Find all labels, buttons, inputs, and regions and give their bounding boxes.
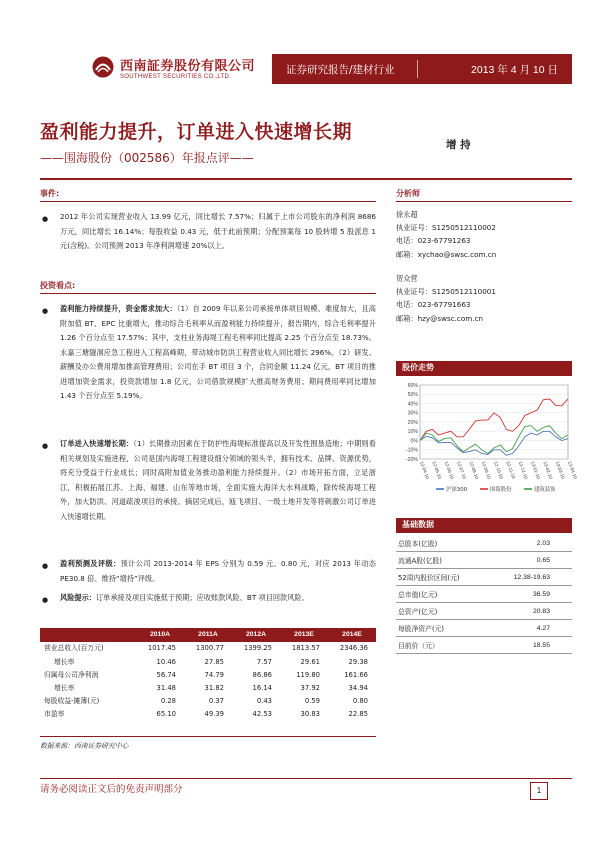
table-source-note: 数据来源：西南证券研究中心 bbox=[40, 742, 129, 750]
x-tick-label: 13-02-10 bbox=[542, 460, 554, 480]
row-label: 营业总收入(百万元) bbox=[44, 644, 104, 653]
analyst-heading: 分析师 bbox=[396, 189, 420, 198]
table-cell: 1813.57 bbox=[291, 644, 320, 653]
analyst-email[interactable]: 邮箱：hzy@swsc.com.cn bbox=[396, 313, 484, 323]
table-row bbox=[40, 668, 376, 681]
stock-chart-svg bbox=[396, 379, 579, 499]
table-header-cell: 2012A bbox=[232, 628, 280, 642]
bullet-icon: ● bbox=[42, 442, 49, 450]
basic-data-key: 目前价（元） bbox=[398, 642, 439, 650]
highlight-lead: 盈利预测及评级： bbox=[60, 559, 121, 568]
table-header-row bbox=[40, 628, 376, 642]
basic-data-key: 总股本(亿股) bbox=[398, 540, 438, 548]
y-tick-label: -20% bbox=[405, 456, 418, 463]
table-cell: 0.80 bbox=[352, 697, 368, 706]
row-label: 每股收益-摊薄(元) bbox=[44, 697, 100, 706]
highlight-text: （1）自 2009 年以来公司承接单体项目规模、难度加大，且高附加值 BT、EPC 比重增大，推动综合毛利率从而盈利能力持续提升，报告期内，综合毛利率提升 1.26 个百分点至 17.57%；其中，支柱业务海堤工程毛利率同比提高 2.25 个百分点至 18.73%。永嘉三塘隧洞应急工程进入工程高峰期，带动城市防洪工程营业收入同比增长 296%。（2）研发、薪酬及办公费用增加推高管理费用；公司在手 BT 项目 3 个，合同金额 11.24 亿元，BT 项目的推进增加资金需求，投资款增加 1.8 亿元，公司借款规模扩大推高财务费用；期间费用率同比增加 1.43 个百分点至 5.19%。 bbox=[60, 304, 376, 400]
table-cell: 34.94 bbox=[348, 683, 368, 692]
y-tick-label: 60% bbox=[407, 382, 418, 389]
table-cell: 86.86 bbox=[252, 670, 272, 679]
x-tick-label: 13-01-10 bbox=[530, 460, 542, 480]
x-tick-label: 12-08-10 bbox=[468, 460, 480, 480]
y-tick-label: 50% bbox=[407, 392, 418, 399]
row-label: 增长率 bbox=[54, 657, 75, 666]
table-cell: 30.83 bbox=[300, 710, 320, 719]
basic-data-key: 总市值(亿元) bbox=[398, 591, 438, 599]
table-cell: 1300.77 bbox=[195, 644, 224, 653]
x-tick-label: 12-09-10 bbox=[480, 460, 492, 480]
table-cell: 1399.25 bbox=[243, 644, 272, 653]
table-row bbox=[40, 655, 376, 668]
table-cell: 29.38 bbox=[348, 657, 368, 666]
table-cell: 27.85 bbox=[204, 657, 224, 666]
bullet-icon: ● bbox=[42, 596, 49, 604]
table-cell: 42.53 bbox=[252, 710, 272, 719]
analyst-cert: 执业证号：S1250512110002 bbox=[396, 223, 496, 233]
table-cell: 65.10 bbox=[156, 710, 176, 719]
basic-data-key: 52周内股价区间(元) bbox=[398, 574, 460, 582]
events-heading: 事件: bbox=[40, 189, 60, 198]
basic-data-key: 总资产(亿元) bbox=[398, 608, 438, 616]
y-tick-label: 20% bbox=[407, 419, 418, 426]
basic-data-value: 2.03 bbox=[536, 540, 550, 547]
analyst-name: 贺众营 bbox=[396, 274, 418, 283]
analyst-card bbox=[396, 208, 496, 261]
report-date: 2013 年 4 月 10 日 bbox=[471, 64, 558, 76]
basic-data-key: 每股净资产(元) bbox=[398, 625, 445, 633]
bullet-icon: ● bbox=[42, 562, 49, 570]
highlight-item bbox=[60, 302, 376, 404]
stock-chart-header bbox=[396, 361, 572, 376]
table-cell: 10.46 bbox=[156, 657, 176, 666]
x-tick-label: 13-03-10 bbox=[554, 460, 566, 480]
bullet-icon: ● bbox=[42, 307, 49, 315]
highlight-item bbox=[60, 591, 376, 606]
highlights-rule bbox=[40, 293, 376, 294]
basic-data-value: 36.59 bbox=[532, 591, 550, 598]
stock-price-chart bbox=[396, 379, 579, 499]
row-label: 归属母公司净利润 bbox=[44, 670, 99, 679]
row-label: 市盈率 bbox=[44, 710, 65, 719]
y-tick-label: -10% bbox=[405, 447, 418, 454]
table-cell: 56.74 bbox=[156, 670, 176, 679]
table-header-cell bbox=[40, 628, 136, 642]
table-header-cell: 2013E bbox=[280, 628, 328, 642]
table-header-cell: 2010A bbox=[136, 628, 184, 642]
series-line-0 bbox=[420, 431, 568, 455]
x-tick-label: 12-04-10 bbox=[419, 460, 431, 480]
y-tick-label: 40% bbox=[407, 401, 418, 408]
basic-data-row bbox=[396, 620, 572, 637]
basic-data-value: 0.65 bbox=[536, 557, 550, 564]
table-bottom-rule bbox=[40, 736, 376, 737]
basic-data-value: 12.38-19.63 bbox=[513, 574, 550, 581]
table-row bbox=[40, 708, 376, 721]
table-header-cell: 2014E bbox=[328, 628, 376, 642]
company-logo bbox=[92, 56, 114, 78]
report-subtitle: ——围海股份（002586）年报点评—— bbox=[40, 151, 254, 165]
rating-label: 增 持 bbox=[446, 139, 471, 151]
table-cell: 0.28 bbox=[160, 697, 176, 706]
analyst-email[interactable]: 邮箱：xychao@swsc.com.cn bbox=[396, 249, 497, 259]
series-line-1 bbox=[420, 399, 568, 441]
highlight-lead: 风险提示： bbox=[60, 593, 96, 602]
table-row bbox=[40, 682, 376, 695]
highlight-text: 订单承接及项目实施低于预期；应收账款风险、BT 项目回款风险。 bbox=[95, 593, 309, 602]
table-cell: 31.82 bbox=[204, 683, 224, 692]
x-tick-label: 13-04-10 bbox=[567, 460, 579, 480]
table-cell: 0.37 bbox=[208, 697, 224, 706]
stock-chart-title: 股价走势 bbox=[402, 363, 434, 372]
x-tick-label: 12-06-10 bbox=[443, 460, 455, 480]
analyst-cert: 执业证号：S1250512110001 bbox=[396, 287, 496, 297]
table-cell: 37.92 bbox=[300, 683, 320, 692]
table-cell: 2346.36 bbox=[339, 644, 368, 653]
footer-disclaimer: 请务必阅读正文后的免责声明部分 bbox=[40, 784, 183, 795]
basic-data-key: 流通A股(亿股) bbox=[398, 557, 442, 565]
table-cell: 16.14 bbox=[252, 683, 272, 692]
y-tick-label: 30% bbox=[407, 410, 418, 417]
table-cell: 31.48 bbox=[156, 683, 176, 692]
table-cell: 0.59 bbox=[304, 697, 320, 706]
page-number: 1 bbox=[530, 782, 548, 800]
report-category: 证券研究报告/建材行业 bbox=[286, 64, 395, 76]
basic-data-row bbox=[396, 603, 572, 620]
table-header-cell: 2011A bbox=[184, 628, 232, 642]
basic-data-value: 20.83 bbox=[532, 608, 550, 615]
title-divider bbox=[40, 178, 572, 180]
highlight-text: （1）长期推动因素在于防护性海堤标准提高以及开发性围垦造地；中期则看相关规划及实施进程，公司是国内海堤工程建设细分领域的领头羊，拥有技术、品牌、资源优势，将充分受益于行业成长；同时高附加值业务推动盈利能力持续提升。（2）市场开拓方面，立足浙江，积极拓展江苏、上海、福建、山东等地市场，全面实施大海洋大水利战略，除传统海堤工程外，加大防洪、河道疏浚项目的承接。摘居完成后，瓯飞项目、一级土地开发等将刺激公司订单进入快速增长期。 bbox=[60, 439, 376, 521]
header-divider bbox=[417, 60, 418, 78]
basic-data-row bbox=[396, 586, 572, 603]
analyst-name: 徐永超 bbox=[396, 210, 418, 219]
legend-label: 围海股份 bbox=[490, 487, 512, 493]
report-title: 盈利能力提升，订单进入快速增长期 bbox=[40, 121, 353, 143]
table-cell: 1017.45 bbox=[147, 644, 176, 653]
basic-data-row bbox=[396, 535, 572, 552]
table-row bbox=[40, 642, 376, 655]
table-cell: 119.80 bbox=[296, 670, 320, 679]
analyst-rule bbox=[396, 201, 572, 202]
table-cell: 0.43 bbox=[256, 697, 272, 706]
highlight-text: 预计公司 2013-2014 年 EPS 分别为 0.59 元、0.80 元，对应 2013 年动态 PE30.8 倍、维持“增持”评级。 bbox=[60, 559, 376, 583]
table-cell: 74.79 bbox=[204, 670, 224, 679]
analyst-card bbox=[396, 272, 496, 325]
table-cell: 7.57 bbox=[256, 657, 272, 666]
analyst-phone: 电话：023-67791663 bbox=[396, 300, 471, 310]
x-tick-label: 12-07-10 bbox=[456, 460, 468, 480]
highlight-item bbox=[60, 437, 376, 524]
series-line-2 bbox=[420, 426, 568, 454]
highlight-item bbox=[60, 557, 376, 586]
highlight-lead: 订单进入快速增长期： bbox=[60, 439, 134, 448]
x-tick-label: 12-12-10 bbox=[517, 460, 529, 480]
basic-data-row bbox=[396, 637, 572, 654]
legend-label: 沪深300 bbox=[446, 487, 468, 493]
table-cell: 161.66 bbox=[344, 670, 368, 679]
events-text: 2012 年公司实现营业收入 13.99 亿元，同比增长 7.57%；归属于上市公司股东的净利润 8686 万元，同比增长 16.14%；每股收益 0.43 元，低于此前预期；分配预案每 10 股转增 5 股派息 1 元(含税)。公司预测 2013 年净利润增速 20%以上。 bbox=[60, 212, 376, 250]
events-rule bbox=[40, 201, 376, 202]
highlight-lead: 盈利能力持续提升，资金需求加大： bbox=[60, 304, 177, 313]
basic-data-row bbox=[396, 569, 572, 586]
analyst-phone: 电话：023-67791263 bbox=[396, 236, 471, 246]
table-row bbox=[40, 695, 376, 708]
basic-data-title: 基础数据 bbox=[402, 520, 434, 529]
basic-data-value: 18.55 bbox=[532, 642, 550, 649]
x-tick-label: 12-10-10 bbox=[493, 460, 505, 480]
row-label: 增长率 bbox=[54, 683, 75, 692]
highlights-heading: 投资看点: bbox=[40, 281, 76, 290]
x-tick-label: 12-05-10 bbox=[431, 460, 443, 480]
table-cell: 49.39 bbox=[204, 710, 224, 719]
table-cell: 29.61 bbox=[300, 657, 320, 666]
x-tick-label: 12-11-10 bbox=[505, 460, 517, 480]
basic-data-value: 4.27 bbox=[536, 625, 550, 632]
y-tick-label: 0% bbox=[410, 438, 418, 445]
basic-data-header bbox=[396, 518, 572, 533]
footer-rule bbox=[40, 778, 572, 779]
basic-data-row bbox=[396, 552, 572, 569]
header-banner bbox=[272, 54, 572, 84]
table-cell: 22.85 bbox=[348, 710, 368, 719]
company-name-en: SOUTHWEST SECURITIES CO.,LTD. bbox=[120, 74, 232, 80]
company-name-cn: 西南証券股份有限公司 bbox=[120, 59, 256, 74]
legend-label: 建筑装饰 bbox=[534, 487, 556, 493]
y-tick-label: 10% bbox=[407, 429, 418, 436]
bullet-icon: ● bbox=[42, 215, 49, 223]
financial-forecast-table bbox=[40, 628, 376, 721]
